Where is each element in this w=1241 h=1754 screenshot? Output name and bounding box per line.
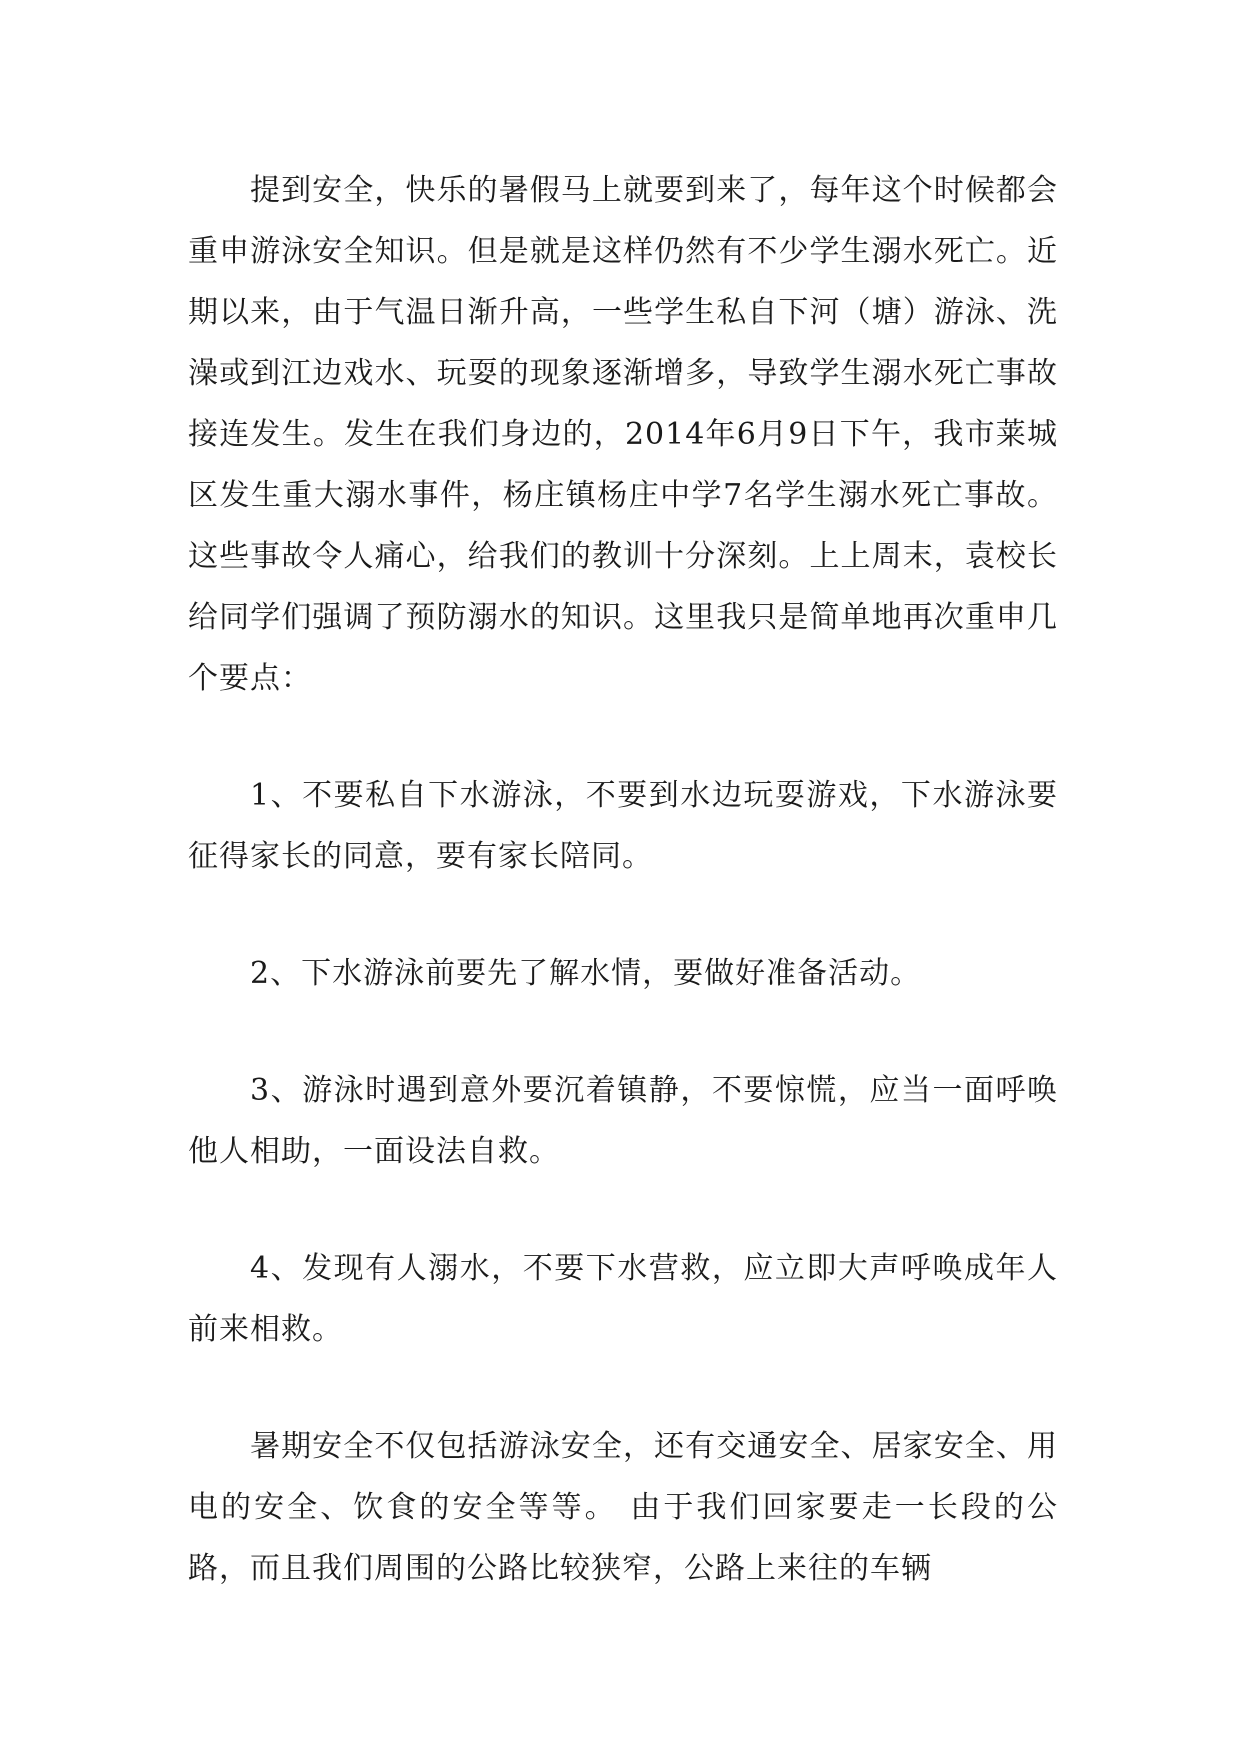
paragraph-point-4: 4、发现有人溺水，不要下水营救，应立即大声呼唤成年人前来相救。 — [188, 1251, 1058, 1347]
document-page — [188, 160, 1058, 1599]
paragraph-point-3: 3、游泳时遇到意外要沉着镇静，不要惊慌，应当一面呼唤他人相助，一面设法自救。 — [188, 1073, 1058, 1169]
paragraph-spacer — [188, 1360, 1058, 1416]
paragraph-intro: 提到安全，快乐的暑假马上就要到来了，每年这个时候都会重申游泳安全知识。但是就是这样仍然有不少学生溺水死亡。近期以来，由于气温日渐升高，一些学生私自下河（塘）游泳、洗澡或到江边戏水、玩耍的现象逐渐增多，导致学生溺水死亡事故接连发生。发生在我们身边的，2014年6月9日下午，我市莱城区发生重大溺水事件，杨庄镇杨庄中学7名学生溺水死亡事故。这些事故令人痛心，给我们的教训十分深刻。上上周末，袁校长给同学们强调了预防溺水的知识。这里我只是简单地再次重申几个要点： — [188, 173, 1058, 696]
paragraph-point-2: 2、下水游泳前要先了解水情，要做好准备活动。 — [250, 956, 922, 991]
paragraph-spacer — [188, 887, 1058, 943]
paragraph-point-1: 1、不要私自下水游泳，不要到水边玩耍游戏，下水游泳要征得家长的同意，要有家长陪同。 — [188, 778, 1058, 874]
paragraph-spacer — [188, 709, 1058, 765]
paragraph-spacer — [188, 1182, 1058, 1238]
paragraph-spacer — [188, 1004, 1058, 1060]
paragraph-summer-safety: 暑期安全不仅包括游泳安全，还有交通安全、居家安全、用电的安全、饮食的安全等等。 由于我们回家要走一长段的公路，而且我们周围的公路比较狭窄，公路上来往的车辆 — [188, 1429, 1058, 1586]
